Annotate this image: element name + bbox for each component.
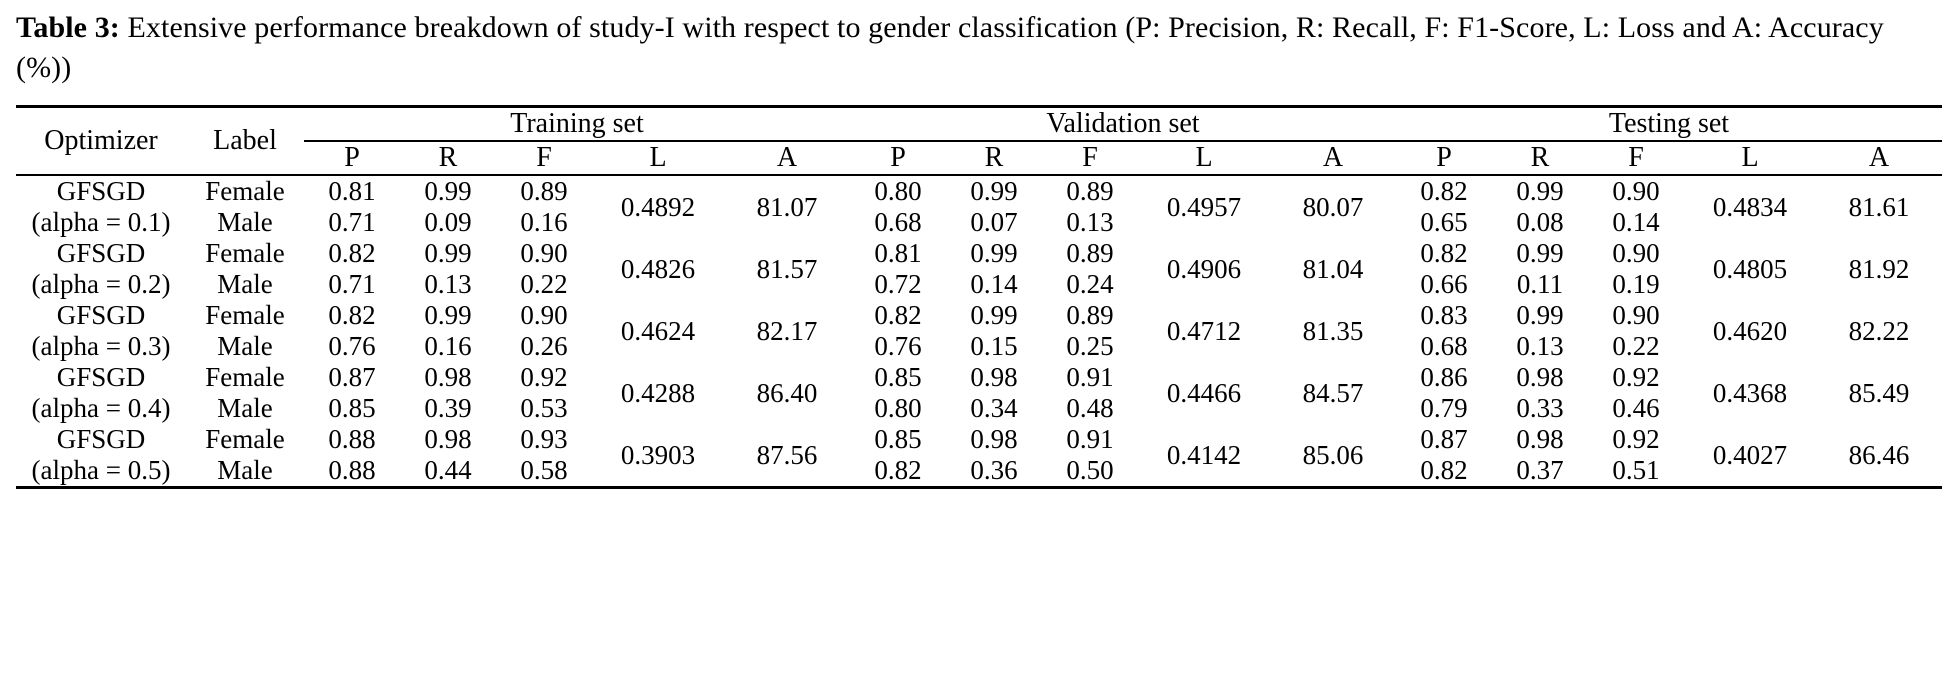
caption-text: Extensive performance breakdown of study-I with respect to gender classification (P: Precision, R: Recall, F: F1-Score, L: Loss and A: Accuracy (%)) bbox=[16, 11, 1884, 84]
cell-test-l: 0.4805 bbox=[1712, 253, 1788, 284]
row-label: Male bbox=[217, 393, 273, 424]
header-val-f: F bbox=[1082, 142, 1098, 174]
cell-test-a: 81.61 bbox=[1848, 191, 1910, 222]
cell-val-r: 0.07 bbox=[970, 207, 1018, 238]
cell-val-l: 0.4466 bbox=[1166, 377, 1242, 408]
table-row bbox=[16, 176, 1942, 207]
cell-train-r: 0.16 bbox=[424, 331, 472, 362]
cell-test-p: 0.65 bbox=[1420, 207, 1468, 238]
cell-train-a: 82.17 bbox=[756, 315, 818, 346]
cell-val-p: 0.81 bbox=[874, 238, 922, 269]
cell-train-p: 0.88 bbox=[328, 424, 376, 455]
cell-test-p: 0.86 bbox=[1420, 362, 1468, 393]
cell-train-a: 86.40 bbox=[756, 377, 818, 408]
table-row bbox=[16, 331, 1942, 362]
cell-train-f: 0.22 bbox=[520, 269, 568, 300]
cell-train-p: 0.85 bbox=[328, 393, 376, 424]
cell-test-a: 81.92 bbox=[1848, 253, 1910, 284]
optimizer-name: GFSGD bbox=[56, 300, 146, 331]
optimizer-name: GFSGD bbox=[56, 424, 146, 455]
cell-train-p: 0.88 bbox=[328, 455, 376, 486]
cell-train-r: 0.98 bbox=[424, 424, 472, 455]
cell-test-f: 0.90 bbox=[1612, 176, 1660, 207]
cell-val-f: 0.89 bbox=[1066, 176, 1114, 207]
cell-test-r: 0.98 bbox=[1516, 362, 1564, 393]
cell-val-p: 0.68 bbox=[874, 207, 922, 238]
row-label: Female bbox=[205, 362, 285, 393]
row-label: Female bbox=[205, 424, 285, 455]
cell-train-p: 0.71 bbox=[328, 207, 376, 238]
cell-test-p: 0.83 bbox=[1420, 300, 1468, 331]
cell-train-r: 0.39 bbox=[424, 393, 472, 424]
cell-test-l: 0.4027 bbox=[1712, 439, 1788, 470]
cell-test-a: 86.46 bbox=[1848, 439, 1910, 470]
header-test-f: F bbox=[1628, 142, 1644, 174]
cell-val-f: 0.24 bbox=[1066, 269, 1114, 300]
optimizer-alpha: (alpha = 0.4) bbox=[31, 393, 171, 424]
cell-test-r: 0.99 bbox=[1516, 238, 1564, 269]
cell-train-p: 0.76 bbox=[328, 331, 376, 362]
cell-val-f: 0.25 bbox=[1066, 331, 1114, 362]
row-label: Female bbox=[205, 176, 285, 207]
table-caption bbox=[16, 8, 1937, 87]
cell-val-l: 0.4906 bbox=[1166, 253, 1242, 284]
cell-train-r: 0.44 bbox=[424, 455, 472, 486]
header-val-r: R bbox=[984, 142, 1004, 174]
cell-test-f: 0.19 bbox=[1612, 269, 1660, 300]
table-row bbox=[16, 300, 1942, 331]
header-train-r: R bbox=[438, 142, 458, 174]
cell-test-p: 0.82 bbox=[1420, 455, 1468, 486]
cell-val-p: 0.76 bbox=[874, 331, 922, 362]
cell-train-p: 0.82 bbox=[328, 238, 376, 269]
cell-test-l: 0.4368 bbox=[1712, 377, 1788, 408]
cell-val-f: 0.50 bbox=[1066, 455, 1114, 486]
cell-val-p: 0.80 bbox=[874, 393, 922, 424]
cell-val-f: 0.48 bbox=[1066, 393, 1114, 424]
cell-val-f: 0.89 bbox=[1066, 238, 1114, 269]
table-row bbox=[16, 424, 1942, 455]
cell-test-r: 0.99 bbox=[1516, 176, 1564, 207]
header-train-l: L bbox=[649, 142, 667, 174]
cell-train-p: 0.82 bbox=[328, 300, 376, 331]
cell-val-p: 0.72 bbox=[874, 269, 922, 300]
cell-train-f: 0.53 bbox=[520, 393, 568, 424]
cell-train-a: 81.07 bbox=[756, 191, 818, 222]
caption-label: Table 3: bbox=[16, 11, 120, 44]
cell-train-f: 0.89 bbox=[520, 176, 568, 207]
cell-train-a: 81.57 bbox=[756, 253, 818, 284]
cell-val-r: 0.99 bbox=[970, 238, 1018, 269]
cell-test-f: 0.46 bbox=[1612, 393, 1660, 424]
cell-test-f: 0.90 bbox=[1612, 300, 1660, 331]
table-row bbox=[16, 362, 1942, 393]
cell-val-l: 0.4712 bbox=[1166, 315, 1242, 346]
cell-train-f: 0.58 bbox=[520, 455, 568, 486]
cell-val-p: 0.80 bbox=[874, 176, 922, 207]
header-group-row bbox=[16, 108, 1942, 141]
cell-train-r: 0.99 bbox=[424, 176, 472, 207]
cell-val-a: 84.57 bbox=[1302, 377, 1364, 408]
row-label: Male bbox=[217, 269, 273, 300]
cell-train-f: 0.93 bbox=[520, 424, 568, 455]
cell-test-f: 0.90 bbox=[1612, 238, 1660, 269]
row-label: Female bbox=[205, 238, 285, 269]
cell-test-f: 0.51 bbox=[1612, 455, 1660, 486]
cell-val-a: 85.06 bbox=[1302, 439, 1364, 470]
row-label: Male bbox=[217, 207, 273, 238]
header-group-training: Training set bbox=[304, 108, 850, 141]
cell-val-r: 0.98 bbox=[970, 424, 1018, 455]
cell-test-p: 0.82 bbox=[1420, 238, 1468, 269]
header-val-l: L bbox=[1195, 142, 1213, 174]
optimizer-name: GFSGD bbox=[56, 176, 146, 207]
table-row bbox=[16, 455, 1942, 488]
cell-test-r: 0.98 bbox=[1516, 424, 1564, 455]
cell-val-f: 0.89 bbox=[1066, 300, 1114, 331]
header-label: Label bbox=[213, 125, 277, 157]
cell-test-l: 0.4834 bbox=[1712, 191, 1788, 222]
header-train-f: F bbox=[536, 142, 552, 174]
table-row bbox=[16, 207, 1942, 238]
cell-train-l: 0.4892 bbox=[620, 191, 696, 222]
cell-val-p: 0.85 bbox=[874, 362, 922, 393]
cell-test-r: 0.33 bbox=[1516, 393, 1564, 424]
optimizer-name: GFSGD bbox=[56, 362, 146, 393]
optimizer-alpha: (alpha = 0.3) bbox=[31, 331, 171, 362]
header-test-a: A bbox=[1868, 142, 1890, 174]
performance-table bbox=[16, 105, 1942, 489]
cell-test-p: 0.68 bbox=[1420, 331, 1468, 362]
cell-val-f: 0.91 bbox=[1066, 424, 1114, 455]
optimizer-alpha: (alpha = 0.1) bbox=[31, 207, 171, 238]
cell-val-r: 0.15 bbox=[970, 331, 1018, 362]
cell-test-a: 85.49 bbox=[1848, 377, 1910, 408]
cell-train-f: 0.92 bbox=[520, 362, 568, 393]
cell-val-f: 0.13 bbox=[1066, 207, 1114, 238]
cell-val-r: 0.99 bbox=[970, 176, 1018, 207]
cell-val-p: 0.85 bbox=[874, 424, 922, 455]
cell-train-a: 87.56 bbox=[756, 439, 818, 470]
table-bottom-rule bbox=[16, 488, 1942, 490]
header-test-r: R bbox=[1530, 142, 1550, 174]
header-optimizer: Optimizer bbox=[44, 125, 158, 157]
cell-train-l: 0.4288 bbox=[620, 377, 696, 408]
cell-train-r: 0.98 bbox=[424, 362, 472, 393]
cell-train-r: 0.99 bbox=[424, 238, 472, 269]
cell-train-f: 0.26 bbox=[520, 331, 568, 362]
cell-test-p: 0.66 bbox=[1420, 269, 1468, 300]
cell-val-a: 81.04 bbox=[1302, 253, 1364, 284]
header-train-p: P bbox=[344, 142, 360, 174]
cell-test-a: 82.22 bbox=[1848, 315, 1910, 346]
cell-val-r: 0.14 bbox=[970, 269, 1018, 300]
cell-train-f: 0.16 bbox=[520, 207, 568, 238]
cell-train-p: 0.71 bbox=[328, 269, 376, 300]
cell-test-r: 0.08 bbox=[1516, 207, 1564, 238]
cell-train-l: 0.4826 bbox=[620, 253, 696, 284]
cell-train-p: 0.81 bbox=[328, 176, 376, 207]
cell-val-p: 0.82 bbox=[874, 455, 922, 486]
header-test-p: P bbox=[1436, 142, 1452, 174]
cell-val-a: 80.07 bbox=[1302, 191, 1364, 222]
optimizer-alpha: (alpha = 0.2) bbox=[31, 269, 171, 300]
header-sub-row bbox=[16, 141, 1942, 175]
header-val-p: P bbox=[890, 142, 906, 174]
cell-val-r: 0.98 bbox=[970, 362, 1018, 393]
cell-val-r: 0.34 bbox=[970, 393, 1018, 424]
cell-train-f: 0.90 bbox=[520, 238, 568, 269]
cell-test-r: 0.11 bbox=[1516, 269, 1564, 300]
cell-train-p: 0.87 bbox=[328, 362, 376, 393]
cell-val-p: 0.82 bbox=[874, 300, 922, 331]
cell-train-r: 0.99 bbox=[424, 300, 472, 331]
cell-train-l: 0.4624 bbox=[620, 315, 696, 346]
cell-test-p: 0.87 bbox=[1420, 424, 1468, 455]
cell-test-l: 0.4620 bbox=[1712, 315, 1788, 346]
cell-train-r: 0.13 bbox=[424, 269, 472, 300]
cell-test-r: 0.99 bbox=[1516, 300, 1564, 331]
cell-val-a: 81.35 bbox=[1302, 315, 1364, 346]
cell-test-r: 0.37 bbox=[1516, 455, 1564, 486]
optimizer-alpha: (alpha = 0.5) bbox=[31, 455, 171, 486]
table-row bbox=[16, 393, 1942, 424]
cell-test-p: 0.82 bbox=[1420, 176, 1468, 207]
row-label: Female bbox=[205, 300, 285, 331]
cell-train-l: 0.3903 bbox=[620, 439, 696, 470]
cell-val-f: 0.91 bbox=[1066, 362, 1114, 393]
cell-test-p: 0.79 bbox=[1420, 393, 1468, 424]
cell-test-f: 0.22 bbox=[1612, 331, 1660, 362]
cell-test-f: 0.92 bbox=[1612, 424, 1660, 455]
cell-test-f: 0.14 bbox=[1612, 207, 1660, 238]
header-val-a: A bbox=[1322, 142, 1344, 174]
table-row bbox=[16, 238, 1942, 269]
cell-val-l: 0.4142 bbox=[1166, 439, 1242, 470]
cell-val-r: 0.36 bbox=[970, 455, 1018, 486]
cell-val-l: 0.4957 bbox=[1166, 191, 1242, 222]
header-group-validation: Validation set bbox=[850, 108, 1396, 141]
header-group-testing: Testing set bbox=[1396, 108, 1942, 141]
cell-test-f: 0.92 bbox=[1612, 362, 1660, 393]
cell-train-f: 0.90 bbox=[520, 300, 568, 331]
row-label: Male bbox=[217, 455, 273, 486]
table-row bbox=[16, 269, 1942, 300]
cell-val-r: 0.99 bbox=[970, 300, 1018, 331]
optimizer-name: GFSGD bbox=[56, 238, 146, 269]
row-label: Male bbox=[217, 331, 273, 362]
header-train-a: A bbox=[776, 142, 798, 174]
cell-train-r: 0.09 bbox=[424, 207, 472, 238]
cell-test-r: 0.13 bbox=[1516, 331, 1564, 362]
header-test-l: L bbox=[1741, 142, 1759, 174]
